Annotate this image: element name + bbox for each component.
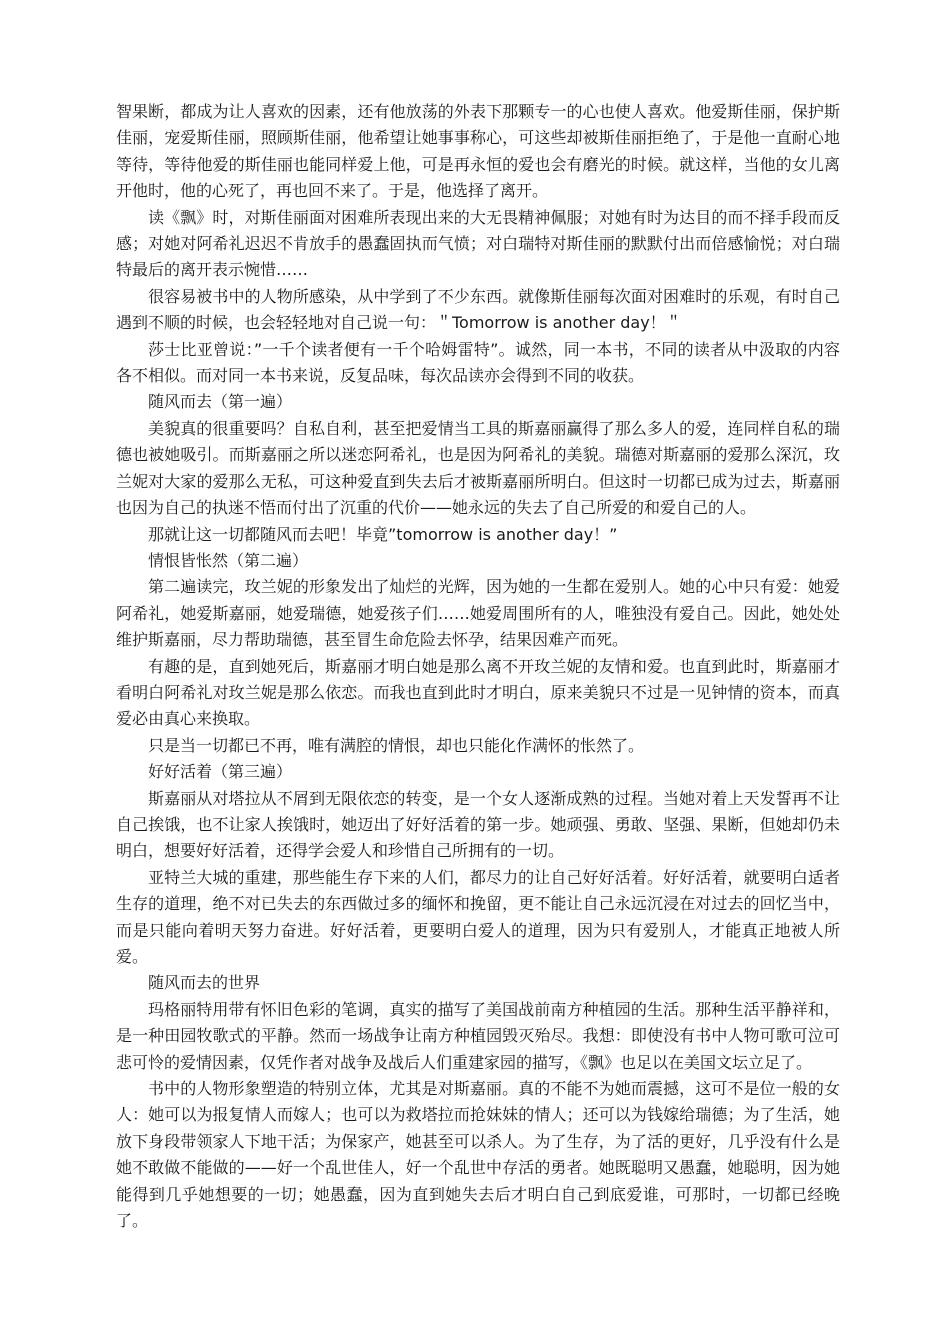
paragraph: 玛格丽特用带有怀旧色彩的笔调，真实的描写了美国战前南方种植园的生活。那种生活平静祥和，是一种田园牧歌式的平静。然而一场战争让南方种植园毁灭殆尽。我想：即使没有书中人物可歌可泣可悲可怜的爱情因素，仅凭作者对战争及战后人们重建家园的描写，《飘》也足以在美国文坛立足了。 bbox=[116, 999, 840, 1072]
paragraph: 莎士比亚曾说：”一千个读者便有一千个哈姆雷特”。诚然，同一本书，不同的读者从中汲取的内容各不相似。而对同一本书来说，反复品味，每次品读亦会得到不同的收获。 bbox=[116, 339, 840, 386]
paragraph: 美貌真的很重要吗？自私自利，甚至把爱情当工具的斯嘉丽赢得了那么多人的爱，连同样自私的瑞德也被她吸引。而斯嘉丽之所以迷恋阿希礼，也是因为阿希礼的美貌。瑞德对斯嘉丽的爱那么深沉，玫兰妮对大家的爱那么无私，可这种爱直到失去后才被斯嘉丽所明白。但这时一切都已成为过去，斯嘉丽也因为自己的执迷不悟而付出了沉重的代价——她永远的失去了自己所爱的和爱自己的人。 bbox=[116, 418, 840, 518]
paragraph: 斯嘉丽从对塔拉从不屑到无限依恋的转变，是一个女人逐渐成熟的过程。当她对着上天发誓再不让自己挨饿，也不让家人挨饿时，她迈出了好好活着的第一步。她顽强、勇敢、坚强、果断，但她却仍未明白，想要好好活着，还得学会爱人和珍惜自己所拥有的一切。 bbox=[116, 788, 840, 861]
section-heading: 随风而去的世界 bbox=[148, 973, 261, 993]
paragraph: 有趣的是，直到她死后，斯嘉丽才明白她是那么离不开玫兰妮的友情和爱。也直到此时，斯嘉丽才看明白阿希礼对玫兰妮是那么依恋。而我也直到此时才明白，原来美貌只不过是一见钟情的资本，而真爱必由真心来换取。 bbox=[116, 656, 840, 729]
section-heading: 情恨皆怅然（第二遍） bbox=[148, 550, 309, 570]
paragraph: 智果断，都成为让人喜欢的因素，还有他放荡的外表下那颗专一的心也使人喜欢。他爱斯佳丽，保护斯佳丽，宠爱斯佳丽，照顾斯佳丽，他希望让她事事称心，可这些却被斯佳丽拒绝了，于是他一直耐心地等待，等待他爱的斯佳丽也能同样爱上他，可是再永恒的爱也会有磨光的时候。就这样，当他的女儿离开他时，他的心死了，再也回不来了。于是，他选择了离开。 bbox=[116, 102, 840, 201]
paragraph: 那就让这一切都随风而去吧！毕竟”tomorrow is another day！” bbox=[148, 524, 618, 544]
section-heading: 好好活着（第三遍） bbox=[148, 762, 293, 782]
section-heading: 随风而去（第一遍） bbox=[148, 392, 293, 412]
paragraph: 亚特兰大城的重建，那些能生存下来的人们，都尽力的让自己好好活着。好好活着，就要明白适者生存的道理，绝不对已失去的东西做过多的缅怀和挽留，更不能让自己永远沉浸在对过去的回忆当中，而是只能向着明天努力奋进。好好活着，更要明白爱人的道理，因为只有爱别人，才能真正地被人所爱。 bbox=[116, 867, 840, 966]
paragraph: 读《飘》时，对斯佳丽面对困难所表现出来的大无畏精神佩服；对她有时为达目的而不择手段而反感；对她对阿希礼迟迟不肯放手的愚蠢固执而气愤；对白瑞特对斯佳丽的默默付出而倍感愉悦；对白瑞特最后的离开表示惋惜…… bbox=[116, 207, 840, 280]
paragraph: 第二遍读完，玫兰妮的形象发出了灿烂的光辉，因为她的一生都在爱别人。她的心中只有爱：她爱阿希礼，她爱斯嘉丽，她爱瑞德，她爱孩子们……她爱周围所有的人，唯独没有爱自己。因此，她处处维护斯嘉丽，尽力帮助瑞德，甚至冒生命危险去怀孕，结果因难产而死。 bbox=[116, 577, 840, 650]
paragraph: 很容易被书中的人物所感染，从中学到了不少东西。就像斯佳丽每次面对困难时的乐观，有时自己遇到不顺的时候，也会轻轻地对自己说一句：＂Tomorrow is another day！＂ bbox=[116, 286, 840, 333]
paragraph: 只是当一切都已不再，唯有满腔的情恨，却也只能化作满怀的怅然了。 bbox=[148, 735, 645, 755]
paragraph: 书中的人物形象塑造的特别立体，尤其是对斯嘉丽。真的不能不为她而震撼，这可不是位一般的女人：她可以为报复情人而嫁人；也可以为救塔拉而抢妹妹的情人；还可以为钱嫁给瑞德；为了生活，她放下身段带领家人下地干活；为保家产，她甚至可以杀人。为了生存，为了活的更好，几乎没有什么是她不敢做不能做的——好一个乱世佳人，好一个乱世中存活的勇者。她既聪明又愚蠢，她聪明，因为她能得到几乎她想要的一切；她愚蠢，因为直到她失去后才明白自己到底爱谁，可那时，一切都已经晚了。 bbox=[116, 1079, 840, 1231]
document-body bbox=[116, 99, 840, 1234]
